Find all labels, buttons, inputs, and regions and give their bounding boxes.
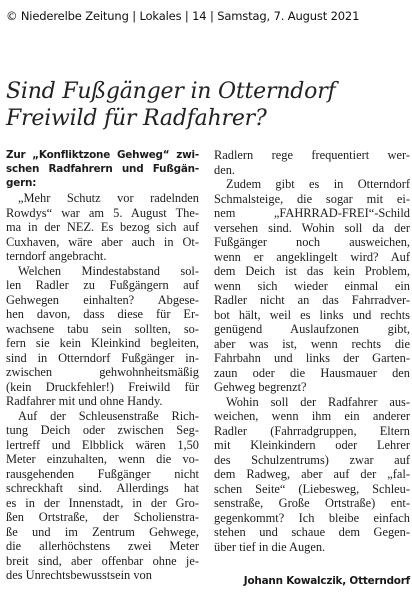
intro-line: gern: xyxy=(6,177,37,189)
paragraph xyxy=(214,395,410,555)
paragraph-line: fern sie kein Kleinkind begleiten, xyxy=(6,336,199,350)
paragraph-line: tung Deich oder zwischen Seg- xyxy=(6,423,199,437)
paragraph-line: Radfahrer mit und ohne Handy. xyxy=(6,394,163,408)
paragraph-line: Meter einzuhalten, wenn die vo- xyxy=(6,452,199,466)
paragraph-line: terndorf angebracht. xyxy=(6,249,107,263)
paragraph-line: ße und im Zentrum Gehwege, xyxy=(6,524,199,539)
paragraph-line: hen davon, dass diese für Er- xyxy=(6,307,199,321)
paragraph-line: Gehwegen einhalten? Abgese- xyxy=(6,292,199,307)
paragraph-line: „Mehr Schutz vor radelnden xyxy=(18,191,199,205)
paragraph-line: Wohin soll der Radfahrer aus- xyxy=(226,394,410,409)
letter-intro xyxy=(6,148,199,190)
paragraph-line: schreckhaft sind. Allerdings hat xyxy=(6,481,199,495)
paragraph-line: Fußgänger noch ausweichen, xyxy=(214,235,410,249)
paragraph-line: sind in Otterndorf Fußgänger in- xyxy=(6,350,199,365)
paragraph-line: zaun oder die Hausmauer den xyxy=(214,365,410,380)
paragraph-line: (kein Druckfehler!) Freiwild für xyxy=(6,379,199,394)
paragraph-line: len Radler zu Fußgängern auf xyxy=(6,278,199,292)
right-body xyxy=(214,148,410,554)
paragraph-line: dem Radweg, aber auf der „fal- xyxy=(214,467,410,481)
paragraph-line: stehen und schaue dem Gegen- xyxy=(214,525,410,539)
paragraph-line: über tief in die Augen. xyxy=(214,539,326,554)
paragraph-line: des Schulzentrums) zwar auf xyxy=(214,452,410,467)
paragraph-line: versehen sind. Wohin soll da der xyxy=(214,220,410,235)
paragraph-line: gegenkommt? Ich bleibe einfach xyxy=(214,510,410,525)
paragraph xyxy=(6,191,199,264)
paragraph-line: Rowdys“ war am 5. August The- xyxy=(6,205,199,220)
paragraph-line: genügend Auslaufzonen gibt, xyxy=(214,322,410,336)
paragraph-line: ßen Ortstraße, der Scholienstra- xyxy=(6,510,199,524)
intro-line: Zur „Konfliktzone Gehweg“ zwi- xyxy=(6,149,199,161)
paragraph-line: wenn er angeklingelt wird? Auf xyxy=(214,249,410,264)
headline-line-1: Sind Fußgänger in Otterndorf xyxy=(6,79,336,104)
paragraph-line: mit Kleinkindern oder Lehrer xyxy=(214,438,410,452)
paragraph-line: schen Seite“ (Liebesweg, Schleu- xyxy=(214,481,410,496)
paragraph-line: Radlern rege frequentiert wer- xyxy=(214,148,410,162)
left-body xyxy=(6,191,199,583)
paragraph-line: zwischen gehwohnheitsmäßig xyxy=(6,365,199,379)
paragraph-line: Cuxhaven, wäre aber auch in Ot- xyxy=(6,234,199,249)
paragraph-line: wachsene tabu sein sollten, so- xyxy=(6,321,199,336)
headline-line-2: Freiwild für Radfahrer? xyxy=(6,106,267,131)
paragraph-line: Welchen Mindestabstand sol- xyxy=(18,263,199,278)
paragraph-line: Schmalsteige, die sogar mit ei- xyxy=(214,191,410,206)
paragraph-line: Radler nicht an das Fahrradver- xyxy=(214,293,410,307)
paragraph xyxy=(214,148,410,177)
paragraph-line: breit sind, aber offenbar ohne je- xyxy=(6,553,199,568)
paragraph-line: die allerhöchstens zwei Meter xyxy=(6,539,199,553)
intro-line: schen Radfahrern und Fußgän- xyxy=(6,163,199,175)
paragraph-line: bot hält, weil es links und rechts xyxy=(214,307,410,322)
article-column-right xyxy=(214,148,410,554)
paragraph-line: nem „FAHRRAD-FREI“-Schild xyxy=(214,206,410,220)
paragraph-line: lertreff und Elbblick wären 1,50 xyxy=(6,437,199,452)
article-headline xyxy=(6,78,410,132)
paragraph-line: weichen, wenn ihm ein anderer xyxy=(214,409,410,423)
paragraph-line: wenn sich wieder einmal ein xyxy=(214,278,410,293)
article-column-left xyxy=(6,148,199,583)
paragraph xyxy=(6,264,199,409)
paragraph-line: Auf der Schleusenstraße Rich- xyxy=(18,408,199,423)
paragraph-line: den. xyxy=(214,162,235,177)
paragraph xyxy=(6,409,199,583)
paragraph-line: ma in der NEZ. Es bezog sich auf xyxy=(6,220,199,234)
paragraph-line: Gehweg begrenzt? xyxy=(214,380,307,394)
newspaper-header: © Niederelbe Zeitung | Lokales | 14 | Samstag, 7. August 2021 xyxy=(6,9,360,23)
paragraph-line: Zudem gibt es in Otterndorf xyxy=(226,177,410,191)
paragraph-line: dem Deich ist das kein Problem, xyxy=(214,264,410,278)
paragraph-line: es in der Innenstadt, in der Gro- xyxy=(6,495,199,510)
paragraph-line: aber was ist, wenn rechts die xyxy=(214,336,410,351)
paragraph-line: Fahrbahn und links der Garten- xyxy=(214,351,410,365)
paragraph-line: rausgehenden Fußgänger nicht xyxy=(6,466,199,481)
paragraph-line: senstraße, Große Ortstraße) ent- xyxy=(214,496,410,510)
paragraph-line: des Unrechtsbewusstsein von xyxy=(6,568,152,582)
paragraph xyxy=(214,177,410,395)
paragraph-line: Radler (Fahrradgruppen, Eltern xyxy=(214,423,410,438)
author-signature: Johann Kowalczik, Otterndorf xyxy=(243,575,410,587)
